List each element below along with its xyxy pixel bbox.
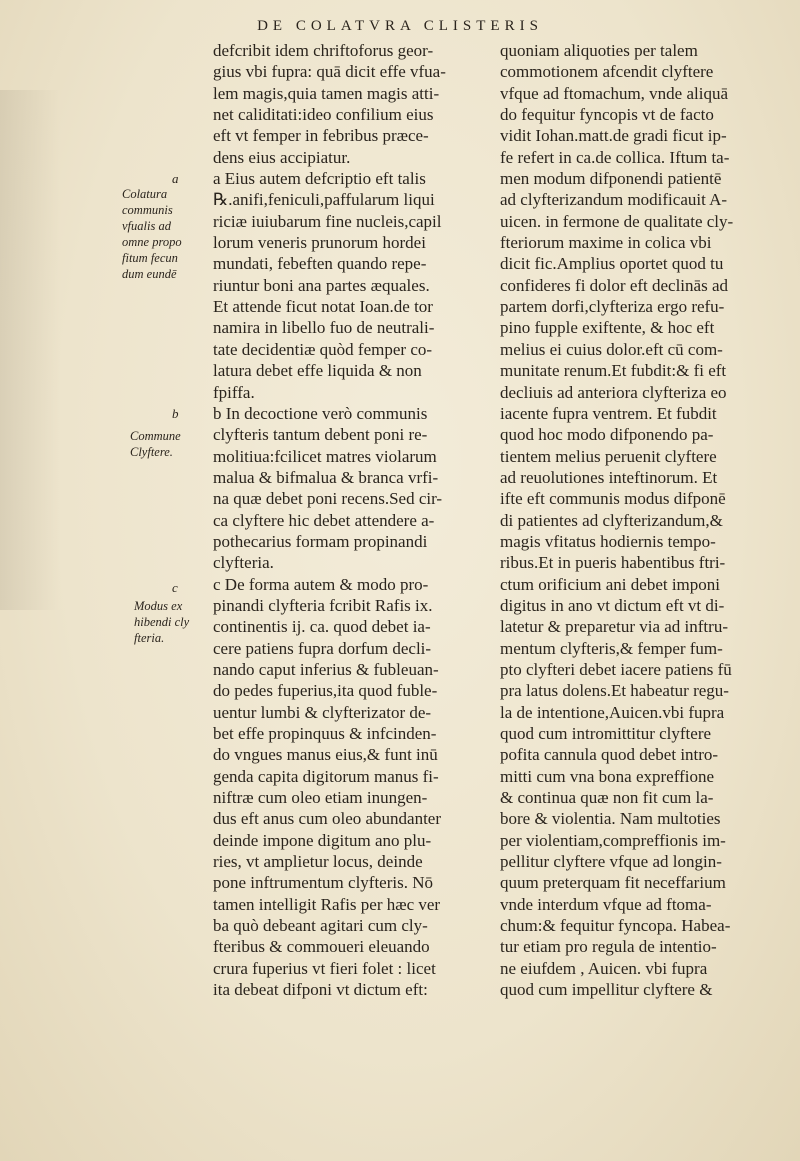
text-line: fe refert in ca.de collica. Iftum ta- bbox=[500, 147, 730, 167]
text-line: men modum difponendi patientē bbox=[500, 169, 722, 189]
text-line: ad reuolutiones inteftinorum. Et bbox=[500, 467, 718, 487]
text-line: quod cum impellitur clyftere & bbox=[500, 980, 713, 1000]
text-line: & continua quæ non fit cum la- bbox=[500, 788, 714, 808]
text-line: net caliditati:ideo confilium eius bbox=[213, 105, 434, 125]
text-line: molitiua:fcilicet matres violarum bbox=[213, 446, 437, 466]
text-line: ad clyfterizandum modificauit A- bbox=[500, 190, 728, 210]
text-line: munitate renum.Et fubdit:& fi eft bbox=[500, 361, 727, 381]
text-line: dicit fic.Amplius oportet quod tu bbox=[500, 254, 724, 274]
text-line: clyfteria. bbox=[213, 553, 274, 573]
text-line: c De forma autem & modo pro- bbox=[213, 574, 429, 594]
text-line: genda capita digitorum manus fi- bbox=[213, 766, 439, 786]
text-line: pofita cannula quod debet intro- bbox=[500, 745, 719, 765]
running-head: DE COLATVRA CLISTERIS bbox=[257, 18, 543, 34]
text-line: pothecarius formam propinandi bbox=[213, 531, 428, 551]
text-line: uentur lumbi & clyfterizator de- bbox=[213, 702, 432, 722]
text-line: di patientes ad clyfterizandum,& bbox=[500, 510, 723, 530]
text-line: vidit Iohan.matt.de gradi ficut ip- bbox=[500, 126, 727, 146]
text-line: quoniam aliquoties per talem bbox=[500, 41, 698, 60]
text-line: latetur & preparetur via ad inftru- bbox=[500, 617, 728, 637]
text-line: a Eius autem defcriptio eft talis bbox=[213, 169, 426, 189]
text-line: namira in libello fuo de neutrali- bbox=[213, 318, 435, 338]
text-line: ifte eft communis modus difponē bbox=[500, 489, 726, 509]
text-line: pellitur clyftere vfque ad longin- bbox=[500, 852, 722, 872]
text-line: b In decoctione verò communis bbox=[213, 403, 428, 423]
text-line: partem dorfi,clyfteriza ergo refu- bbox=[500, 297, 725, 317]
text-line: do fequitur fyncopis vt de facto bbox=[500, 105, 714, 125]
text-line: decliuis ad anteriora clyfteriza eo bbox=[500, 382, 727, 402]
margin-note-b: Commune Clyftere. bbox=[130, 429, 181, 459]
margin-marker-a: a bbox=[172, 171, 179, 186]
text-line: Et attende ficut notat Ioan.de tor bbox=[213, 297, 433, 317]
text-line: continentis ij. ca. quod debet ia- bbox=[213, 617, 431, 637]
text-line: latura debet effe liquida & non bbox=[213, 361, 422, 381]
text-line: la de intentione,Auicen.vbi fupra bbox=[500, 702, 725, 722]
text-line: fpiffa. bbox=[213, 382, 255, 402]
text-line: malua & bifmalua & branca vrfi- bbox=[213, 467, 439, 487]
text-line: ne eiufdem , Auicen. vbi fupra bbox=[500, 958, 708, 978]
text-line: niftræ cum oleo etiam inungen- bbox=[213, 788, 428, 808]
text-line: magis vfitatus hodiernis tempo- bbox=[500, 531, 716, 551]
text-line: pone inftrumentum clyfteris. Nō bbox=[213, 873, 434, 893]
text-line: ribus.Et in pueris habentibus ftri- bbox=[500, 553, 726, 573]
text-line: do vngues manus eius,& funt inū bbox=[213, 745, 438, 765]
text-line: dens eius accipiatur. bbox=[213, 147, 351, 167]
text-line: riciæ iuiubarum fine nucleis,capil bbox=[213, 211, 442, 231]
margin-note-c: Modus ex hibendi cly fteria. bbox=[134, 599, 190, 645]
text-line: pino fupple exiftente, & hoc eft bbox=[500, 318, 715, 338]
text-line: per violentiam,compreffionis im- bbox=[500, 830, 726, 850]
text-line: bet effe propinquus & infcinden- bbox=[213, 724, 437, 743]
text-line: commotionem afcendit clyftere bbox=[500, 62, 714, 82]
left-text-column bbox=[213, 40, 488, 1000]
text-line: gius vbi fupra: quā dicit effe vfua- bbox=[213, 62, 446, 82]
text-line: confideres fi dolor eft declinās ad bbox=[500, 275, 728, 295]
page-edge-shadow bbox=[0, 90, 60, 610]
text-line: cere patiens fupra dorfum decli- bbox=[213, 638, 432, 658]
margin-marker-c: c bbox=[172, 580, 178, 595]
text-line: na quæ debet poni recens.Sed cir- bbox=[213, 489, 443, 509]
margin-note-a: Colatura communis vfualis ad omne propo fitum fecun dum eundē bbox=[122, 187, 182, 281]
text-line: ca clyftere hic debet attendere a- bbox=[213, 510, 435, 530]
text-line: ita debeat difponi vt dictum eft: bbox=[213, 980, 428, 1000]
text-line: tamen intelligit Rafis per hæc ver bbox=[213, 894, 441, 914]
text-line: ctum orificium ani debet imponi bbox=[500, 574, 721, 594]
text-line: melius ei cuius dolor.eft cū com- bbox=[500, 339, 723, 359]
text-line: nando caput inferius & fubleuan- bbox=[213, 659, 439, 679]
text-line: riuntur boni ana partes æquales. bbox=[213, 275, 430, 295]
text-line: vfque ad ftomachum, vnde aliquā bbox=[500, 83, 729, 103]
text-line: tientem melius peruenit clyftere bbox=[500, 446, 717, 466]
text-line: quod cum intromittitur clyftere bbox=[500, 724, 712, 743]
text-line: eft vt femper in febribus præce- bbox=[213, 126, 429, 146]
text-line: vnde interdum vfque ad ftoma- bbox=[500, 894, 712, 914]
text-line: crura fuperius vt fieri folet : licet bbox=[213, 958, 436, 978]
text-line: quum preterquam fit neceffarium bbox=[500, 873, 726, 893]
text-line: iacente fupra ventrem. Et fubdit bbox=[500, 403, 717, 423]
text-line: digitus in ano vt dictum eft vt di- bbox=[500, 595, 725, 615]
text-line: lorum veneris prunorum hordei bbox=[213, 233, 426, 253]
text-line: fteriorum maxime in colica vbi bbox=[500, 233, 712, 253]
text-line: tur etiam pro regula de intentio- bbox=[500, 937, 717, 957]
text-line: chum:& fequitur fyncopa. Habea- bbox=[500, 916, 731, 936]
text-line: defcribit idem chriftoforus geor- bbox=[213, 41, 434, 60]
text-line: ba quò debeant agitari cum cly- bbox=[213, 916, 428, 936]
text-line: lem magis,quia tamen magis atti- bbox=[213, 83, 440, 103]
text-line: uicen. in fermone de qualitate cly- bbox=[500, 211, 734, 231]
text-line: pinandi clyfteria fcribit Rafis ix. bbox=[213, 595, 433, 615]
text-line: clyfteris tantum debent poni re- bbox=[213, 425, 428, 445]
text-line: tate decidentiæ quòd femper co- bbox=[213, 339, 433, 359]
text-line: mentum clyfteris,& femper fum- bbox=[500, 638, 723, 658]
text-line: ries, vt amplietur locus, deinde bbox=[213, 852, 423, 872]
right-text-column bbox=[500, 40, 792, 1000]
text-line: do pedes fuperius,ita quod fuble- bbox=[213, 681, 438, 701]
text-line: bore & violentia. Nam multoties bbox=[500, 809, 721, 829]
text-line: ℞.anifi,feniculi,paffularum liqui bbox=[213, 190, 435, 210]
text-line: dus eft anus cum oleo abundanter bbox=[213, 809, 442, 829]
text-line: mitti cum vna bona expreffione bbox=[500, 766, 715, 786]
text-line: pra latus dolens.Et habeatur regu- bbox=[500, 681, 729, 701]
margin-marker-b: b bbox=[172, 406, 179, 421]
text-line: fteribus & commoueri eleuando bbox=[213, 937, 430, 957]
text-line: quod hoc modo difponendo pa- bbox=[500, 425, 714, 445]
text-line: pto clyfteri debet iacere patiens fū bbox=[500, 659, 732, 679]
text-line: deinde impone digitum ano plu- bbox=[213, 830, 432, 850]
text-line: mundati, febeften quando repe- bbox=[213, 254, 427, 274]
